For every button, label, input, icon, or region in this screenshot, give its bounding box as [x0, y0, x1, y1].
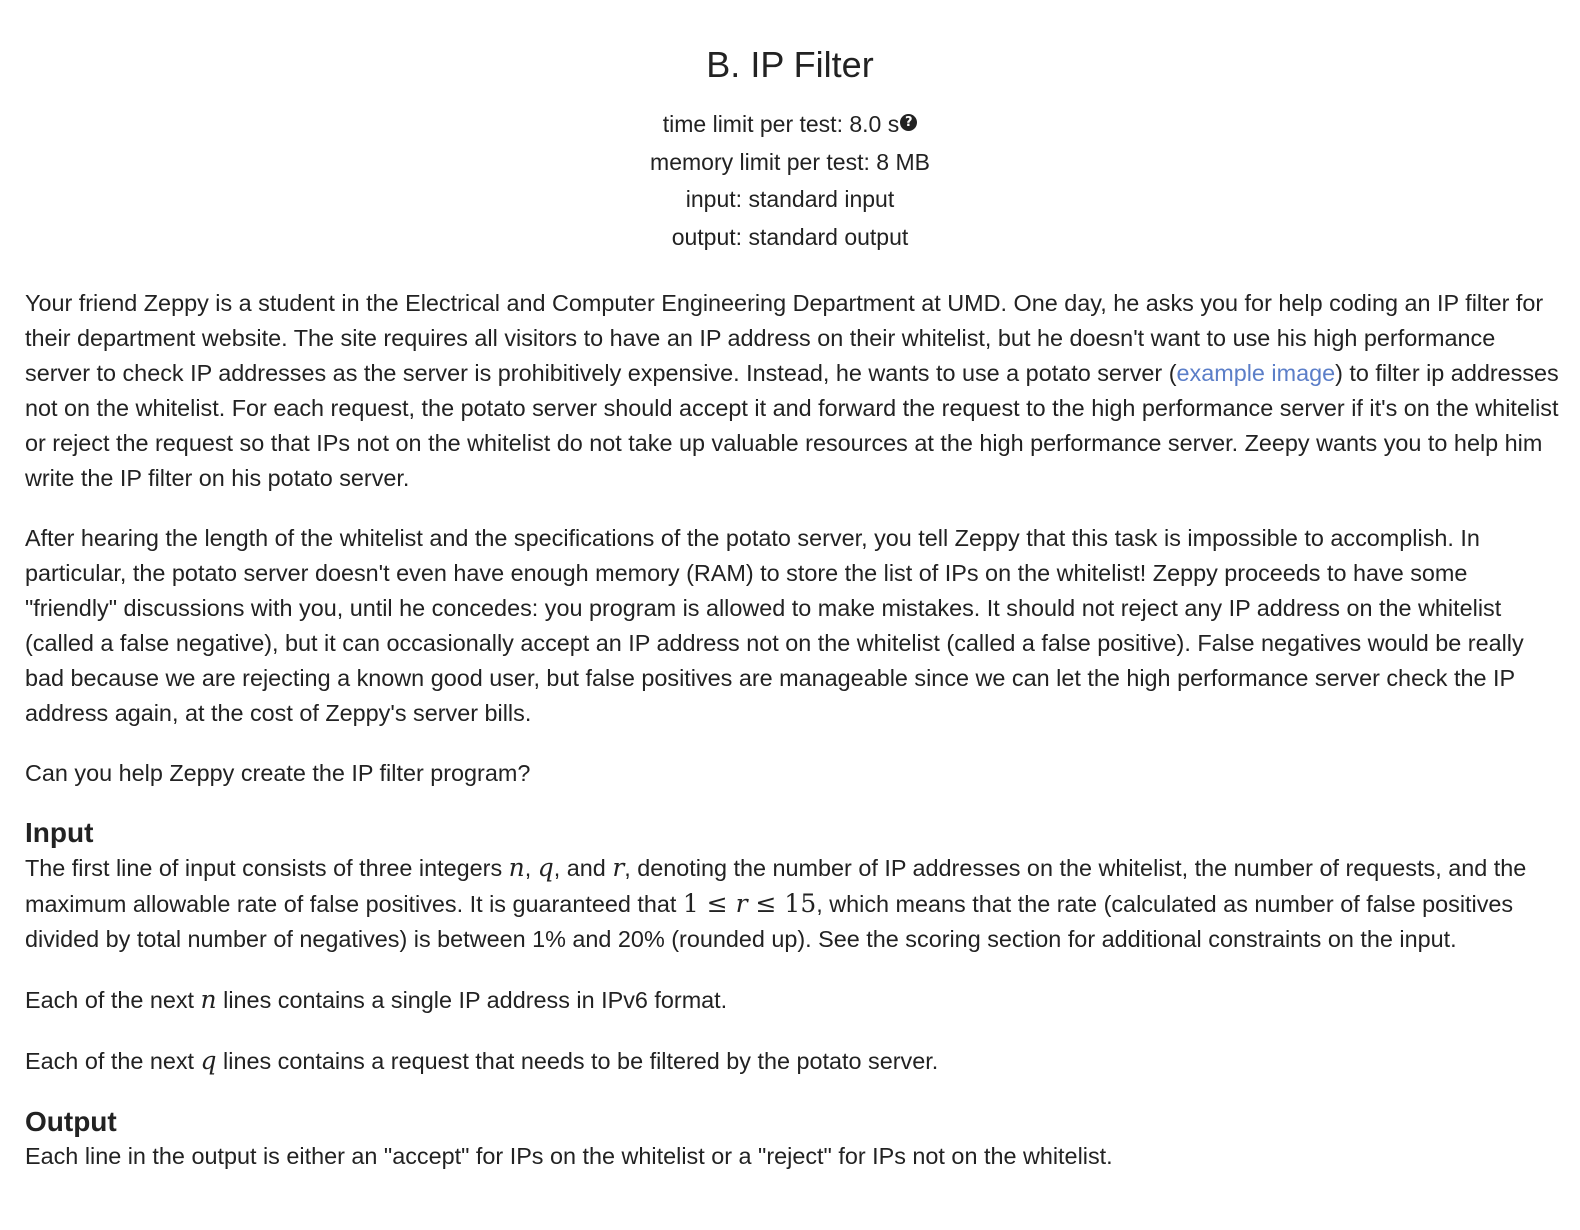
time-limit-label: time limit per test:: [662, 111, 843, 137]
input-paragraph-1: [25, 850, 1565, 957]
example-image-link[interactable]: example image: [1176, 360, 1336, 386]
input-text: Each of the next: [25, 1048, 201, 1074]
statement-paragraph-3: Can you help Zeppy create the IP filter program?: [25, 760, 531, 786]
statement-text: Your friend Zeppy is a student in the Electrical and Computer Engineering Department at UMD. One day, he asks you for help coding an IP filter for their department website. The site requires all visitors to have an IP address on their whitelist, but he doesn't want to use his high performance server to check IP addresses as the server is prohibitively expensive. Instead, he wants to use a potato server (: [25, 290, 1544, 386]
time-limit-value: 8.0 s: [849, 111, 900, 137]
statement-paragraph-1: [25, 286, 1565, 496]
memory-limit: [0, 144, 1580, 182]
memory-limit-label: memory limit per test:: [650, 148, 870, 175]
problem-header: [0, 0, 1580, 256]
input-paragraph-3: [25, 1043, 1565, 1079]
statement-paragraph-2: After hearing the length of the whitelist and the specifications of the potato server, you tell Zeppy that this task is impossible to accomplish. In particular, the potato server doesn't even have enough memory (RAM) to store the list of IPs on the whitelist! Zeppy proceeds to have some "friendly" discussions with you, until he concedes: you program is allowed to make mistakes. It should not reject any IP address on the whitelist (called a false negative), but it can occasionally accept an IP address not on the whitelist (called a false positive). False negatives would be really bad because we are rejecting a known good user, but false positives are manageable since we can let the high performance server check the IP address again, at the cost of Zeppy's server bills.: [25, 525, 1524, 726]
problem-page: [25, 0, 1565, 1174]
input-spec: [0, 181, 1580, 219]
help-question-icon[interactable]: ?: [900, 114, 917, 131]
input-text: Each of the next: [25, 987, 201, 1013]
input-spec-value: standard input: [748, 186, 895, 212]
input-text: , and: [553, 855, 613, 881]
time-limit: [0, 106, 1580, 144]
math-inequality-start: 1 ≤: [682, 889, 736, 918]
problem-limits: [0, 106, 1580, 256]
output-spec-label: output:: [671, 223, 743, 250]
math-inequality-end: ≤ 15: [747, 889, 817, 918]
math-var-q: q: [537, 853, 554, 882]
output-section: [25, 1105, 1565, 1174]
output-heading: Output: [25, 1106, 117, 1137]
input-text: lines contains a single IP address in IPv6 format.: [216, 987, 728, 1013]
math-var-n: n: [200, 985, 217, 1014]
input-heading: Input: [25, 817, 94, 848]
input-spec-label: input:: [685, 186, 743, 212]
input-paragraph-2: [25, 982, 1565, 1018]
output-spec: [0, 219, 1580, 257]
problem-title: B. IP Filter: [706, 44, 874, 85]
statement-text: ) to filter ip addresses not on the whitelist. For each request, the potato server should accept it and forward the request to the high performance server if it's on the whitelist or reject the request so that IPs not on the whitelist do not take up valuable resources at the high performance server. Zeepy wants you to help him write the IP filter on his potato server.: [25, 360, 1559, 491]
input-text: lines contains a request that needs to be filtered by the potato server.: [216, 1048, 939, 1074]
math-var-r: r: [612, 853, 625, 882]
output-spec-value: standard output: [748, 223, 909, 250]
problem-statement: [25, 286, 1565, 791]
input-text: ,: [524, 855, 538, 881]
input-text: , denoting the number of IP addresses on the whitelist, the number of requests, and the maximum allowable rate of false positives. It is guaranteed that: [25, 855, 1527, 917]
math-var-n: n: [508, 853, 525, 882]
memory-limit-value: 8 MB: [876, 148, 930, 175]
input-section: [25, 816, 1565, 1079]
input-text: , which means that the rate (calculated as number of false positives divided by total number of negatives) is between 1% and 20% (rounded up). See the scoring section for additional constraints on the input.: [25, 891, 1514, 952]
math-var-q: q: [200, 1046, 217, 1075]
math-inequality-var: r: [735, 889, 748, 918]
input-text: The first line of input consists of three integers: [25, 855, 509, 881]
output-paragraph-1: Each line in the output is either an "accept" for IPs on the whitelist or a "reject" for IPs not on the whitelist.: [25, 1143, 1113, 1169]
